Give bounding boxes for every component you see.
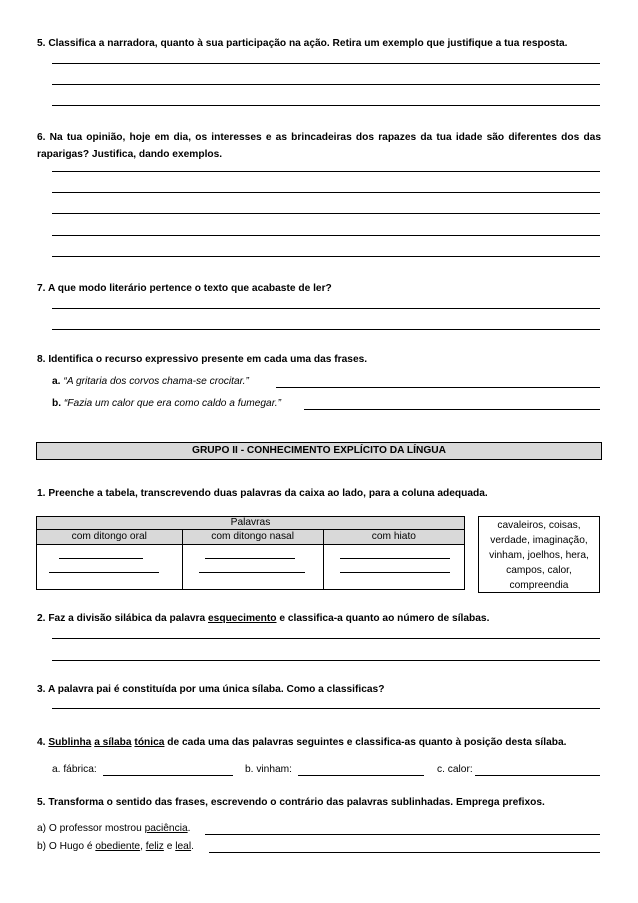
q-text: de cada uma das palavras seguintes e classifica-as quanto à posição desta sílaba. [164,737,567,748]
answer-line[interactable] [52,660,600,661]
answer-line[interactable] [304,409,600,410]
q-text: e classifica-a quanto ao número de sílabas. [276,613,490,624]
item-a-label: a. [52,376,61,387]
sentence-text: . [187,823,191,834]
item-b [52,398,281,409]
answer-line[interactable] [52,708,600,709]
item-b-phrase: “Fazia um calor que era como caldo a fumegar.” [63,398,281,409]
answer-line[interactable] [205,834,600,835]
question-8: 8. Identifica o recurso expressivo presente em cada uma das frases. [37,354,368,365]
sentence-b [37,841,194,852]
answer-line[interactable] [52,308,600,309]
underlined-word: esquecimento [208,613,277,624]
col-ditongo-oral: com ditongo oral [37,530,183,545]
grammar-question-1: 1. Preenche a tabela, transcrevendo duas palavras da caixa ao lado, para a coluna adequada. [37,488,488,499]
question-5: 5. Classifica a narradora, quanto à sua participação na ação. Retira um exemplo que justifique a tua resposta. [37,38,568,49]
item-a [52,376,249,387]
answer-line[interactable] [52,192,600,193]
underlined-word: tónica [134,737,165,748]
answer-line[interactable] [52,256,600,257]
sentence-text: . [191,841,194,852]
word-box-line: compreendia [509,580,569,591]
answer-line[interactable] [52,105,600,106]
question-7: 7. A que modo literário pertence o texto que acabaste de ler? [37,283,332,294]
sentence-a [37,823,190,834]
answer-line[interactable] [52,171,600,172]
answer-line[interactable] [52,213,600,214]
answer-line[interactable] [103,775,233,776]
item-b-label: b. [52,398,62,409]
answer-cell[interactable] [37,545,183,590]
word-box-line: vinham, joelhos, hera, [489,550,589,561]
table-title: Palavras [37,517,465,530]
grammar-question-5: 5. Transforma o sentido das frases, escrevendo o contrário das palavras sublinhadas. Emprega prefixos. [37,797,545,808]
underlined-word: feliz [145,841,164,852]
grammar-question-3: 3. A palavra pai é constituída por uma única sílaba. Como a classificas? [37,684,385,695]
sentence-text: b) O Hugo é [37,841,96,852]
group-2-banner: GRUPO II - CONHECIMENTO EXPLÍCITO DA LÍNGUA [36,442,602,460]
underlined-word: Sublinha [48,737,92,748]
col-ditongo-nasal: com ditongo nasal [182,530,323,545]
word-box-line: cavaleiros, coisas, [497,520,581,531]
q-text: 4. [37,737,49,748]
answer-cell[interactable] [182,545,323,590]
answer-line[interactable] [52,63,600,64]
sentence-text: e [163,841,176,852]
word-box-line: campos, calor, [506,565,572,576]
answer-line[interactable] [298,775,424,776]
item-b-vinham: b. vinham: [245,764,292,775]
underlined-word: obediente [95,841,141,852]
item-a-fabrica: a. fábrica: [52,764,97,775]
answer-line[interactable] [475,775,600,776]
answer-line[interactable] [276,387,600,388]
words-table [36,516,465,590]
sentence-text: a) O professor mostrou [37,823,145,834]
answer-line[interactable] [52,235,600,236]
answer-line[interactable] [52,84,600,85]
answer-cell[interactable] [323,545,464,590]
underlined-word: paciência [144,823,188,834]
item-a-phrase: “A gritaria dos corvos chama-se crocitar.” [63,376,249,387]
sentence-text: , [140,841,146,852]
underlined-word: leal [175,841,192,852]
answer-line[interactable] [52,329,600,330]
col-hiato: com hiato [323,530,464,545]
item-c-calor: c. calor: [437,764,473,775]
underlined-word: a sílaba [94,737,132,748]
answer-line[interactable] [52,638,600,639]
answer-line[interactable] [209,852,600,853]
word-box [478,516,600,593]
question-6: 6. Na tua opinião, hoje em dia, os interesses e as brincadeiras dos rapazes da tua idade são diferentes dos das raparigas? Justifica, dando exemplos. [37,132,601,160]
grammar-question-4 [37,737,566,748]
grammar-question-2 [37,613,489,624]
word-box-line: verdade, imaginação, [490,535,588,546]
q-text: 2. Faz a divisão silábica da palavra [37,613,209,624]
